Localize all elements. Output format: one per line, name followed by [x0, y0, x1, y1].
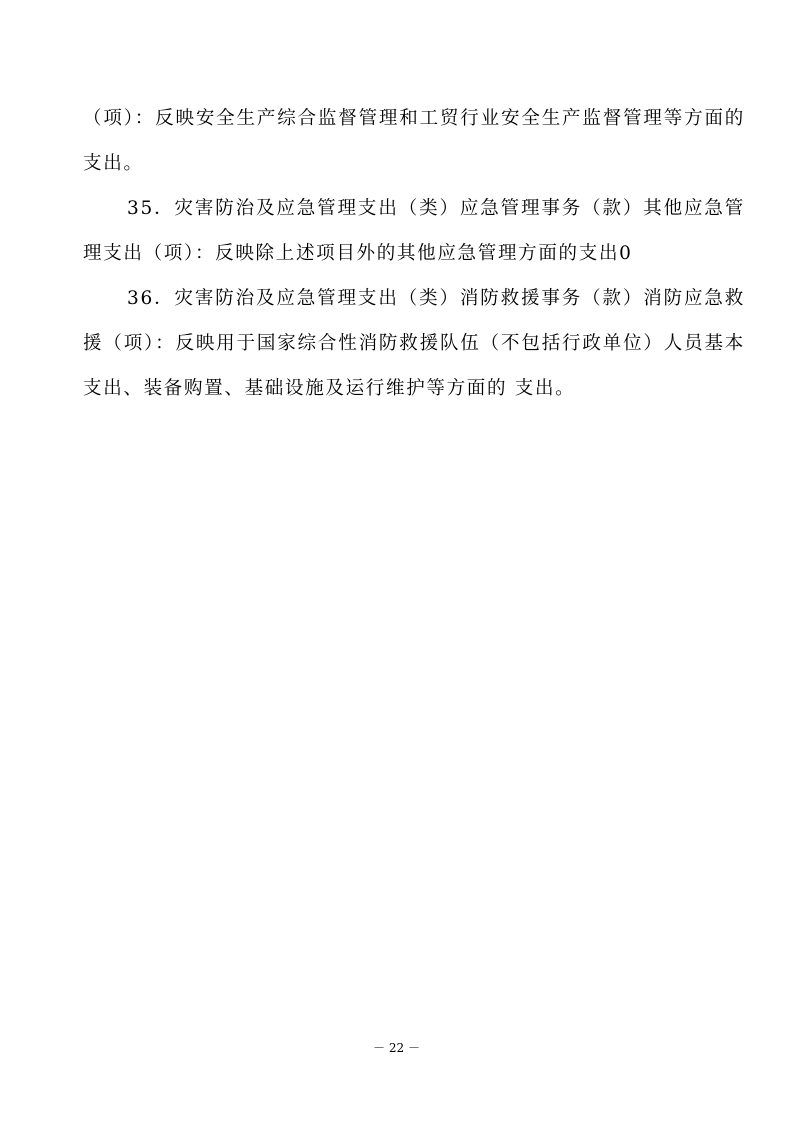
paragraph-item-35: 35．灾害防治及应急管理支出（类）应急管理事务（款）其他应急管理支出（项）：反映除上述项目外的其他应急管理方面的支出0 — [83, 198, 745, 264]
paragraph-item-36: 36．灾害防治及应急管理支出（类）消防救援事务（款）消防应急救援（项）：反映用于国家综合性消防救援队伍（不包括行政单位）人员基本支出、装备购置、基础设施及运行维护等方面的 支出。 — [83, 288, 745, 399]
document-body — [83, 96, 745, 411]
paragraph-continuation: （项）：反映安全生产综合监督管理和工贸行业安全生产监督管理等方面的支出。 — [83, 108, 745, 174]
page-number: － 22 － — [373, 1041, 420, 1055]
